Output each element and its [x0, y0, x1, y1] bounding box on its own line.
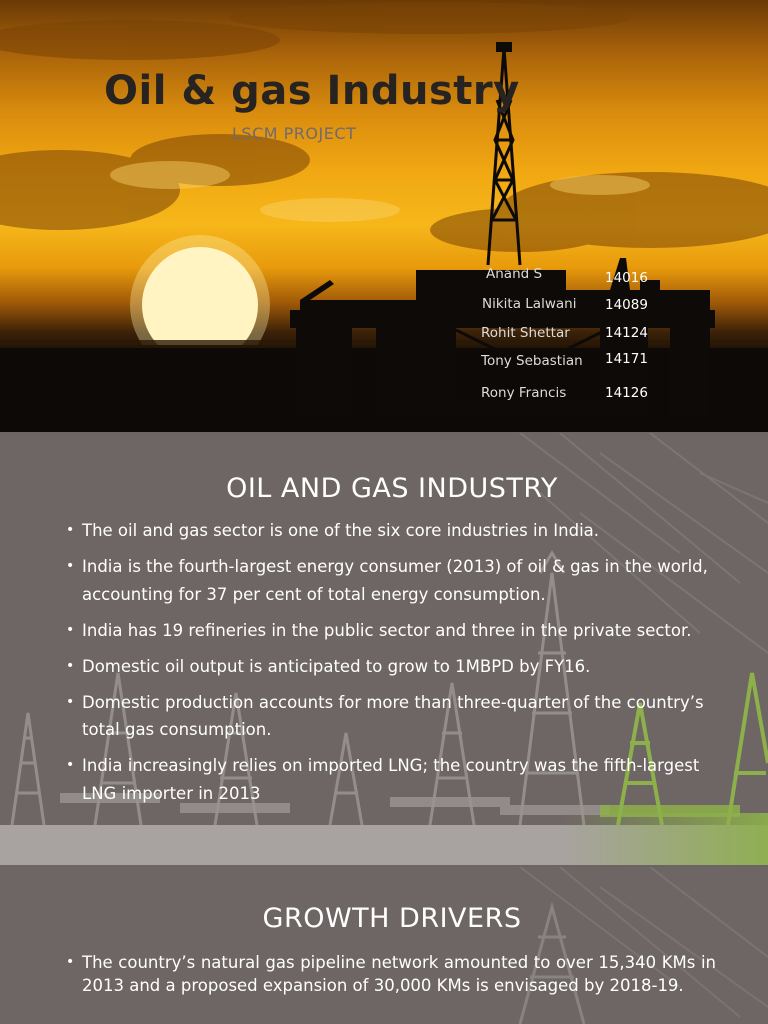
presentation-title: Oil & gas Industry	[104, 68, 520, 114]
member-id: 14126	[605, 385, 648, 401]
member-id: 14171	[605, 351, 648, 367]
growth-drivers-slide	[0, 867, 768, 1024]
bullet-item: • The oil and gas sector is one of the six core industries in India.	[66, 517, 728, 545]
offshore-rig-sunset-image	[0, 0, 768, 432]
bullet-item: • India has 19 refineries in the public sector and three in the private sector.	[66, 617, 728, 645]
bullet-item: • India increasingly relies on imported LNG; the country was the fifth-largest LNG importer in 2013	[66, 752, 728, 807]
bullet-item: • India is the fourth-largest energy consumer (2013) of oil & gas in the world, accounting for 37 per cent of total energy consumption.	[66, 553, 728, 608]
member-name: Nikita Lalwani	[482, 296, 577, 312]
slide-heading: OIL AND GAS INDUSTRY	[226, 473, 558, 504]
grunge-background	[0, 867, 768, 1024]
bullet-item: • Domestic production accounts for more than three-quarter of the country’s total gas consumption.	[66, 689, 728, 744]
presentation-subtitle: LSCM PROJECT	[232, 124, 357, 143]
title-slide	[0, 0, 768, 432]
member-name: Rony Francis	[481, 385, 567, 401]
member-id: 14124	[605, 325, 648, 341]
bullet-item: • The country’s natural gas pipeline network amounted to over 15,340 KMs in 2013 and a proposed expansion of 30,000 KMs is envisaged by 2018-19.	[66, 951, 716, 997]
member-name: Tony Sebastian	[481, 353, 583, 369]
bullet-item: • Domestic oil output is anticipated to grow to 1MBPD by FY16.	[66, 653, 728, 681]
member-name: Anand S	[486, 266, 543, 282]
member-name: Rohit Shettar	[481, 325, 570, 341]
bullet-list	[66, 517, 728, 816]
bullet-list	[66, 951, 716, 997]
industry-overview-slide	[0, 433, 768, 865]
slide-heading: GROWTH DRIVERS	[262, 903, 522, 934]
member-id: 14016	[605, 270, 648, 286]
member-id: 14089	[605, 297, 648, 313]
